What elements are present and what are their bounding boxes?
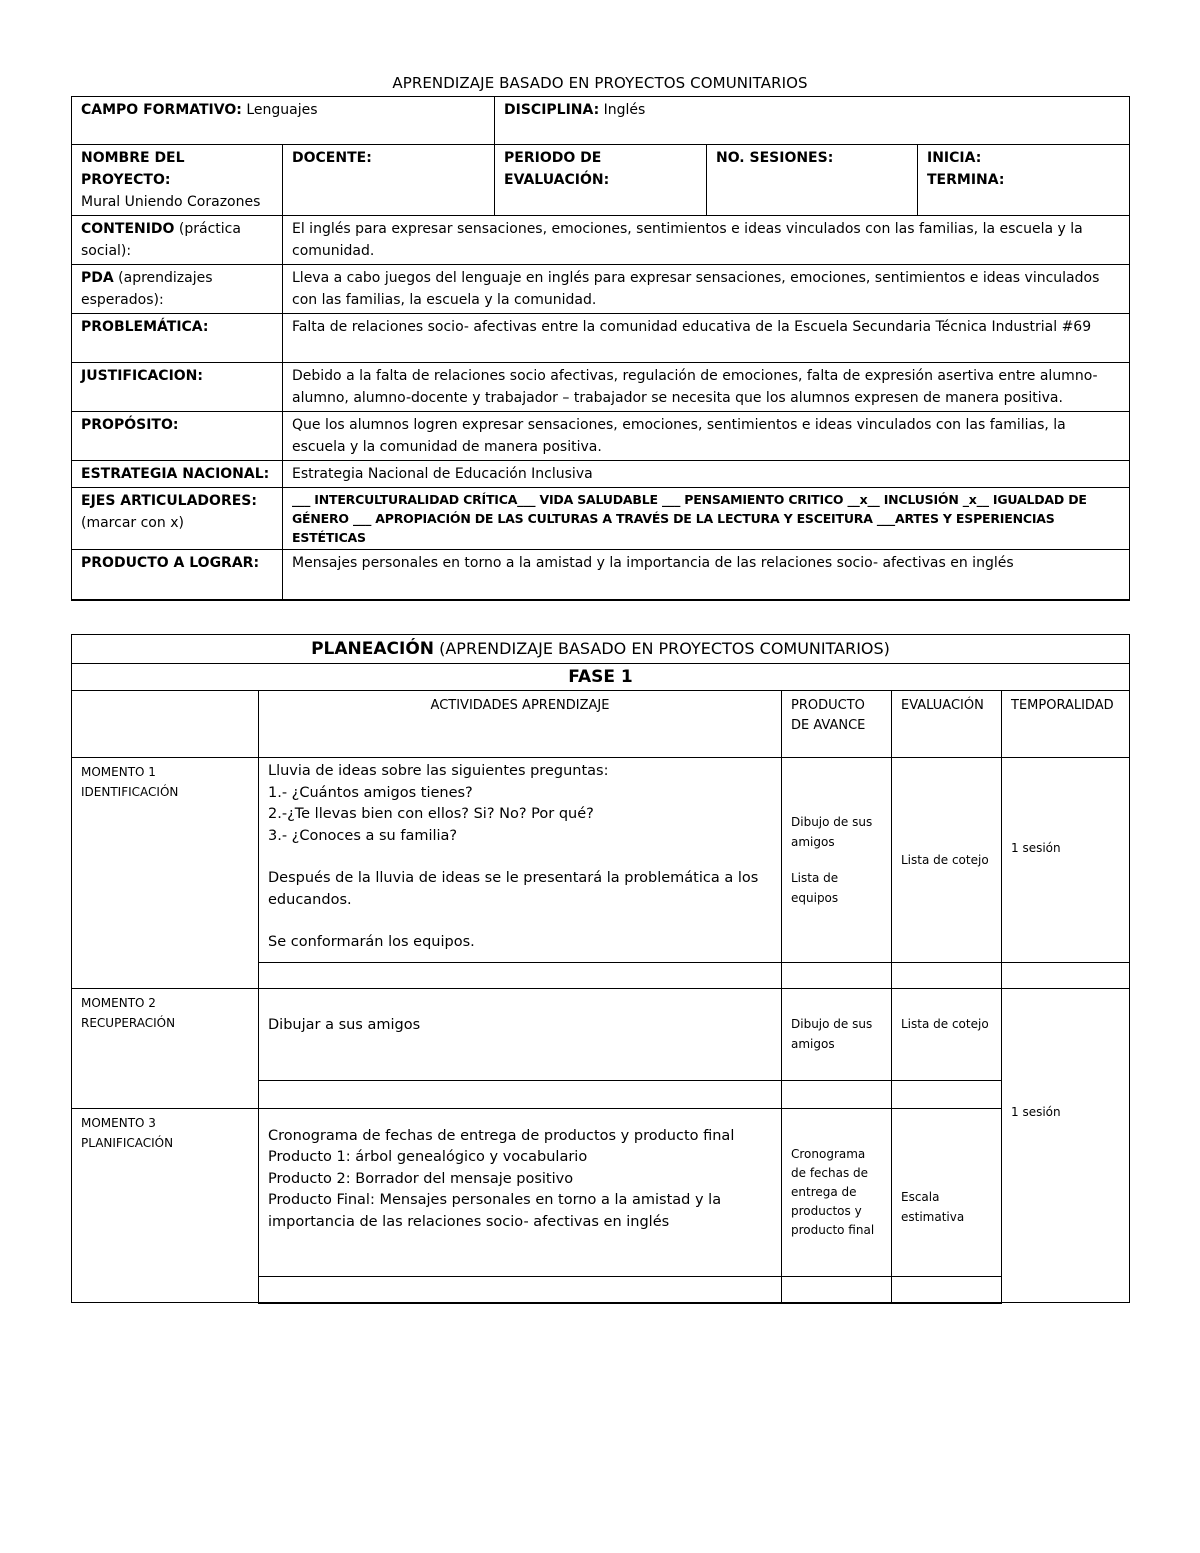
fechas-cell (918, 145, 1130, 216)
fase-title: FASE 1 (72, 664, 1130, 691)
problematica-label: PROBLEMÁTICA: (72, 314, 283, 363)
proposito-label: PROPÓSITO: (72, 412, 283, 461)
nombre-value: Mural Uniendo Corazones (81, 194, 261, 210)
m1-activity-2: 1.- ¿Cuántos amigos tienes? (268, 784, 473, 801)
pda-label-note: (aprendizajes esperados): (81, 270, 213, 308)
m1-activity-6: Se conformarán los equipos. (268, 934, 475, 950)
docente-cell (283, 145, 495, 216)
m1-activity-5: Después de la lluvia de ideas se le presentará la problemática a los educandos. (268, 870, 759, 908)
contenido-label-note: (práctica social): (81, 221, 241, 259)
m3-blank-evaluacion (892, 1277, 1002, 1303)
ejes-value: ___ INTERCULTURALIDAD CRÍTICA___ VIDA SALUDABLE ___ PENSAMIENTO CRITICO __x__ INCLUSIÓN _x__ IGUALDAD DE GÉNERO ___ APROPIACIÓN DE LAS CULTURAS A TRAVÉS DE LA LECTURA Y ESCEITURA ___ARTES Y ESPERIENCIAS ESTÉTICAS (283, 488, 1130, 550)
disciplina-value: Inglés (603, 102, 646, 118)
justificacion-label: JUSTIFICACION: (72, 363, 283, 412)
momento-3-name: PLANIFICACIÓN (81, 1136, 174, 1150)
m3-activity-2: Producto 1: árbol genealógico y vocabulario (268, 1149, 588, 1166)
m3-blank-producto (782, 1277, 892, 1303)
m2-blank-producto (782, 1081, 892, 1109)
m1-producto-2: Lista de equipos (791, 871, 839, 905)
header-empty (72, 691, 259, 758)
momento-2-name: RECUPERACIÓN (81, 1016, 176, 1030)
momento-3-label: MOMENTO 3 (81, 1116, 156, 1130)
estrategia-label: ESTRATEGIA NACIONAL: (72, 461, 283, 488)
momento-1-label: MOMENTO 1 (81, 765, 156, 779)
planeacion-title-bold: PLANEACIÓN (311, 639, 435, 659)
momento-2-label: MOMENTO 2 (81, 996, 156, 1010)
header-producto: PRODUCTO DE AVANCE (782, 691, 892, 758)
m3-activity-1: Cronograma de fechas de entrega de productos y producto final (268, 1127, 735, 1144)
momento-2-label-cell (72, 989, 259, 1109)
justificacion-value: Debido a la falta de relaciones socio afectivas, regulación de emociones, falta de expresión asertiva entre alumno-alumno, alumno-docente y trabajador – trabajador se necesita que los alumnos expresen de manera positiva. (283, 363, 1130, 412)
docente-label: DOCENTE: (292, 150, 372, 166)
m1-activity-1: Lluvia de ideas sobre las siguientes preguntas: (268, 763, 609, 779)
momento-1-label-cell (72, 758, 259, 989)
problematica-value: Falta de relaciones socio- afectivas entre la comunidad educativa de la Escuela Secundaria Técnica Industrial #69 (283, 314, 1130, 363)
campo-formativo-cell (72, 97, 495, 145)
momento-3-label-cell (72, 1109, 259, 1303)
termina-label: TERMINA: (927, 172, 1005, 188)
momento-1-evaluacion: Lista de cotejo (892, 758, 1002, 963)
m1-blank-evaluacion (892, 963, 1002, 989)
pda-label-cell (72, 265, 283, 314)
m2-activity-1: Dibujar a sus amigos (268, 1017, 421, 1033)
momento-1-temporalidad: 1 sesión (1002, 758, 1130, 963)
header-temporalidad: TEMPORALIDAD (1002, 691, 1130, 758)
ejes-label: EJES ARTICULADORES: (81, 493, 257, 509)
momento-3-producto (782, 1109, 892, 1277)
pda-value: Lleva a cabo juegos del lenguaje en inglés para expresar sensaciones, emociones, sentimientos e ideas vinculados con las familias, la escuela y la comunidad. (283, 265, 1130, 314)
planeacion-title (72, 635, 1130, 664)
m2-blank-evaluacion (892, 1081, 1002, 1109)
m1-activity-4: 3.- ¿Conoces a su familia? (268, 827, 458, 844)
contenido-label: CONTENIDO (81, 221, 175, 237)
m1-producto-1: Dibujo de sus amigos (791, 815, 873, 849)
estrategia-value: Estrategia Nacional de Educación Inclusiva (283, 461, 1130, 488)
planeacion-title-rest: (APRENDIZAJE BASADO EN PROYECTOS COMUNITARIOS) (434, 639, 890, 658)
nombre-proyecto-cell (72, 145, 283, 216)
pda-label: PDA (81, 270, 114, 286)
m2-blank-activity (259, 1081, 782, 1109)
sesiones-cell (707, 145, 918, 216)
periodo-label: PERIODO DE EVALUACIÓN: (504, 150, 610, 188)
project-info-table (71, 96, 1130, 601)
planeacion-table (71, 634, 1130, 1304)
m1-blank-temporalidad (1002, 963, 1130, 989)
page-title: APRENDIZAJE BASADO EN PROYECTOS COMUNITARIOS (392, 74, 808, 92)
m3-producto-1: Cronograma de fechas de entrega de productos y producto final (791, 1147, 875, 1237)
m1-blank-activity (259, 963, 782, 989)
m2-producto-1: Dibujo de sus amigos (791, 1017, 873, 1051)
momento-2-activities (259, 989, 782, 1081)
header-evaluacion: EVALUACIÓN (892, 691, 1002, 758)
inicia-label: INICIA: (927, 150, 982, 166)
m1-activity-3: 2.-¿Te llevas bien con ellos? Si? No? Por qué? (268, 806, 594, 822)
sesiones-label: NO. SESIONES: (716, 150, 834, 166)
disciplina-label: DISCIPLINA: (504, 102, 600, 118)
nombre-label: NOMBRE DEL PROYECTO: (81, 150, 185, 188)
momento-2-producto (782, 989, 892, 1081)
momento-3-evaluacion: Escala estimativa (892, 1109, 1002, 1277)
periodo-cell (495, 145, 707, 216)
campo-value: Lenguajes (246, 102, 318, 118)
m3-activity-4: Producto Final: Mensajes personales en torno a la amistad y la importancia de las relaciones socio- afectivas en inglés (268, 1192, 722, 1230)
campo-label: CAMPO FORMATIVO: (81, 102, 242, 118)
disciplina-cell (495, 97, 1130, 145)
proposito-value: Que los alumnos logren expresar sensaciones, emociones, sentimientos e ideas vinculados con las familias, la escuela y la comunidad de manera positiva. (283, 412, 1130, 461)
momento-1-activities (259, 758, 782, 963)
m3-blank-activity (259, 1277, 782, 1303)
momento-3-activities (259, 1109, 782, 1277)
contenido-label-cell (72, 216, 283, 265)
momento-1-name: IDENTIFICACIÓN (81, 785, 179, 799)
header-actividades: ACTIVIDADES APRENDIZAJE (259, 691, 782, 758)
producto-label: PRODUCTO A LOGRAR: (72, 550, 283, 600)
contenido-value: El inglés para expresar sensaciones, emociones, sentimientos e ideas vinculados con las familias, la escuela y la comunidad. (283, 216, 1130, 265)
momento-1-producto (782, 758, 892, 963)
momento-2-3-temporalidad: 1 sesión (1002, 989, 1130, 1303)
m3-activity-3: Producto 2: Borrador del mensaje positivo (268, 1170, 574, 1187)
momento-2-evaluacion: Lista de cotejo (892, 989, 1002, 1081)
m1-blank-producto (782, 963, 892, 989)
ejes-label-cell (72, 488, 283, 550)
producto-value: Mensajes personales en torno a la amistad y la importancia de las relaciones socio- afectivas en inglés (283, 550, 1130, 600)
ejes-label-note: (marcar con x) (81, 515, 184, 531)
